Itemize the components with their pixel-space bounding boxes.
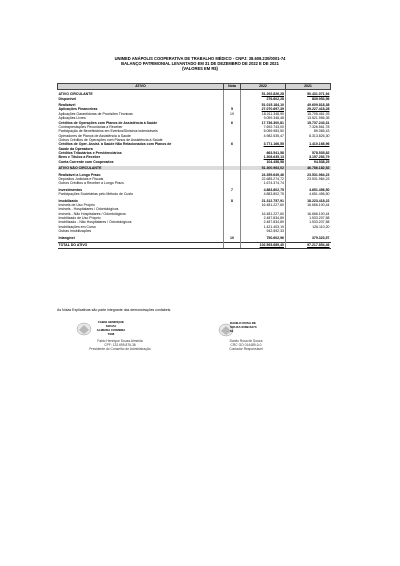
row-label: Realizável a Longo Prazo bbox=[58, 172, 101, 177]
row-label: Contraprestações Pecuniárias a Receber bbox=[58, 124, 123, 129]
row-value-2022: 1.674.374,74 bbox=[241, 181, 286, 185]
row-value-2021: 23.531.964,23 bbox=[286, 177, 331, 181]
row-label: Operadores de Planos de Assistência à Saúde bbox=[58, 133, 131, 138]
row-value-2022: 4.883.802,75 bbox=[241, 192, 286, 196]
balance-sheet-table bbox=[57, 83, 331, 249]
signer-printed-name: Danilo Rosa de Souza bbox=[229, 339, 263, 343]
row-note: 6 bbox=[224, 142, 241, 146]
column-header-2021: 2021 bbox=[286, 84, 331, 90]
row-label: Intangível bbox=[58, 235, 75, 240]
row-value-2022: 51.292.826,28 bbox=[241, 92, 286, 96]
signer-document: CRC GO 014489-0-0 bbox=[230, 342, 262, 347]
row-label: Aplicações Garantidoras de Provisões Técnicas bbox=[58, 111, 133, 116]
signer-name-line: SOUZA:008916173 bbox=[230, 324, 257, 329]
row-value-2021: 1.410.168,96 bbox=[286, 142, 331, 146]
row-value-2022: 16.481.227,60 bbox=[241, 203, 286, 207]
row-label: Créditos de Oper. Assist. à Saúde Não Relacionados com Planos de bbox=[58, 142, 172, 147]
row-value-2021: 89.065,43 bbox=[286, 129, 331, 133]
row-label: Imobilizado bbox=[58, 198, 78, 203]
row-value-2021: 97.217.854,46 bbox=[286, 243, 331, 248]
row-label: Imobilizado de Uso Próprio bbox=[58, 216, 101, 221]
row-label: Depósitos Judiciais e Fiscais bbox=[58, 177, 104, 181]
row-label: Outras Imobilizações bbox=[58, 229, 92, 234]
row-value-2021: 18.223.418,22 bbox=[286, 199, 331, 203]
row-value-2021: 578.535,82 bbox=[286, 151, 331, 155]
row-value-2021: 4.651.456,50 bbox=[286, 188, 331, 192]
row-value-2022: 1.308.635,13 bbox=[241, 155, 286, 159]
row-label: ATIVO CIRCULANTE bbox=[58, 92, 93, 97]
signer-role: Presidente do Conselho de Administração bbox=[89, 346, 151, 351]
row-note: 19 bbox=[224, 112, 241, 116]
row-value-2022: 4.883.802,75 bbox=[241, 188, 286, 192]
row-value-2021: 29.227.418,28 bbox=[286, 107, 331, 111]
row-label: Imobilizado - Não Hospitalares / Odontológicos bbox=[58, 220, 132, 225]
row-value-2021: 4.651.456,50 bbox=[286, 192, 331, 196]
row-value-2022: 1.421.403,19 bbox=[241, 225, 286, 229]
signer-name-line: 64 bbox=[230, 328, 234, 333]
signer-name-line: DANILO ROSA DE bbox=[230, 321, 256, 325]
row-value-2021: 839.953,56 bbox=[286, 97, 331, 101]
row-value-2022: 104.458,58 bbox=[241, 160, 286, 164]
row-note: 7 bbox=[224, 188, 241, 192]
row-value-2021: 13.521.956,35 bbox=[286, 116, 331, 120]
row-value-2021: 7.326.561,78 bbox=[286, 125, 331, 129]
signer-printed-name: Fabio Henrique Souza Almeida bbox=[97, 339, 143, 343]
row-value-2021: 1.533.207,58 bbox=[286, 216, 331, 220]
row-label: Outros Créditos a Receber a Longo Prazo bbox=[58, 181, 124, 186]
row-value-2022: 17.736.300,81 bbox=[241, 120, 286, 124]
signer-document: CPF: 132.695.876-36 bbox=[104, 342, 136, 347]
row-value-2022: 276.802,28 bbox=[241, 97, 286, 101]
row-note: 6 bbox=[224, 120, 241, 124]
row-value-2022: 663.541,58 bbox=[241, 151, 286, 155]
row-value-2022: 2.487.834,89 bbox=[241, 220, 286, 224]
row-value-2021: 23.531.964,23 bbox=[286, 173, 331, 177]
row-note: 5 bbox=[224, 107, 241, 111]
report-title-statement: BALANÇO PATRIMONIAL LEVANTADO EM 31 DE DEZEMBRO DE 2022 E DE 2021 bbox=[121, 61, 279, 67]
row-note: 10 bbox=[224, 236, 241, 240]
row-value-2021: 1.533.207,58 bbox=[286, 220, 331, 224]
row-value-2021: 126.110,20 bbox=[286, 225, 331, 229]
row-value-2022: 16.481.227,60 bbox=[241, 212, 286, 216]
row-value-2021: 50.431.071,94 bbox=[286, 92, 331, 96]
row-value-2021: 49.609.818,38 bbox=[286, 103, 331, 107]
row-value-2021: - bbox=[286, 181, 331, 185]
signer-name-line: SOUZA bbox=[105, 323, 117, 328]
row-value-2021: 16.666.100,44 bbox=[286, 203, 331, 207]
column-header-2022: 2022 bbox=[241, 84, 286, 90]
row-label: TOTAL DO ATIVO bbox=[58, 243, 224, 248]
row-label: Participação de Beneficiários em Eventos/Sinistros indenizáveis bbox=[58, 129, 158, 134]
row-value-2022: 750.602,96 bbox=[241, 236, 286, 240]
row-value-2021: 8.313.826,30 bbox=[286, 133, 331, 137]
report-title-company: UNIMED ANÁPOLIS COOPERATIVA DE TRABALHO MÉDICO - CNPJ: 38.609.230/0001-74 bbox=[114, 56, 286, 61]
row-label: ATIVO NÃO CIRCULANTE bbox=[58, 166, 224, 170]
row-label: Créditos Tributários e Previdenciários bbox=[58, 150, 122, 155]
row-label: Imóveis - Hospitalares / Odontológicos bbox=[58, 207, 119, 212]
report-header bbox=[0, 56, 400, 72]
row-value-2022: 9.059.348,48 bbox=[241, 116, 286, 120]
row-label: Imóveis de Uso Próprio bbox=[58, 203, 95, 208]
row-label: Participações Societárias pelo Método de Custo bbox=[58, 192, 134, 197]
row-value-2022: 2.487.834,89 bbox=[241, 216, 286, 220]
column-header-nota: Nota bbox=[224, 84, 241, 90]
row-value-2022: 18.011.348,90 bbox=[241, 112, 286, 116]
row-value-2021: 46.786.182,52 bbox=[286, 166, 331, 170]
row-label: Disponível bbox=[58, 96, 77, 101]
row-label: Créditos de Operações com Planos de Assistência à Saúde bbox=[58, 120, 158, 125]
row-note bbox=[224, 243, 241, 248]
row-label: Imóveis - Não Hospitalares / Odontológicos bbox=[58, 211, 126, 216]
signer-name-line: FABIO HENRIQUE bbox=[98, 320, 124, 324]
column-header-ativo: ATIVO bbox=[58, 84, 224, 90]
row-value-2021: 16.666.100,44 bbox=[286, 212, 331, 216]
row-value-2022: 7.692.743,00 bbox=[241, 125, 286, 129]
row-value-2022: 21.312.757,91 bbox=[241, 199, 286, 203]
signer-role: Contador Responsável bbox=[229, 346, 263, 351]
row-value-2022: 51.015.184,10 bbox=[241, 103, 286, 107]
table-row bbox=[58, 243, 331, 248]
row-value-2021: 15.705.461,93 bbox=[286, 112, 331, 116]
row-label: Aplicações Financeiras bbox=[58, 107, 98, 112]
row-value-2022: 942.592,33 bbox=[241, 229, 286, 233]
row-value-2021: - bbox=[286, 229, 331, 233]
signer-name-line: 7908 bbox=[107, 331, 115, 336]
row-label: Imobilizações em Curso bbox=[58, 224, 96, 229]
row-value-2022: 102.593.689,40 bbox=[241, 243, 286, 248]
row-label: Investimentos bbox=[58, 187, 83, 192]
row-value-2021: 3.157.283,79 bbox=[286, 155, 331, 159]
row-value-2021: 94.538,25 bbox=[286, 160, 331, 164]
row-label: Aplicações Livres bbox=[58, 116, 86, 121]
row-value-2021: 15.737.243,31 bbox=[286, 120, 331, 124]
row-label: Realizável bbox=[58, 103, 76, 108]
row-value-2022: 4.982.535,47 bbox=[241, 133, 286, 137]
row-label: Bens e Títulos a Receber bbox=[58, 155, 101, 160]
row-label: Outros Créditos de Operações com Planos de Assistência à Saúde bbox=[58, 137, 163, 142]
row-value-2022: 5.059.983,50 bbox=[241, 129, 286, 133]
row-value-2022: 24.359.649,46 bbox=[241, 173, 286, 177]
explanatory-note: As Notas Explicativas são parte integrante das demonstrações contábeis. bbox=[57, 308, 172, 312]
row-label: Conta Corrente com Cooperados bbox=[58, 159, 114, 164]
row-value-2022: 22.685.274,72 bbox=[241, 177, 286, 181]
row-value-2022: 51.300.963,02 bbox=[241, 166, 286, 170]
row-value-2021: 379.323,57 bbox=[286, 236, 331, 240]
report-title-units: (VALORES EM R$) bbox=[182, 66, 218, 72]
row-note: 8 bbox=[224, 199, 241, 203]
row-label: Saúde da Operadora bbox=[58, 146, 93, 151]
row-value-2022: 27.070.697,39 bbox=[241, 107, 286, 111]
row-value-2022: 3.771.166,55 bbox=[241, 142, 286, 146]
signer-name-line: ALMEIDA COIMBRA bbox=[96, 327, 126, 332]
